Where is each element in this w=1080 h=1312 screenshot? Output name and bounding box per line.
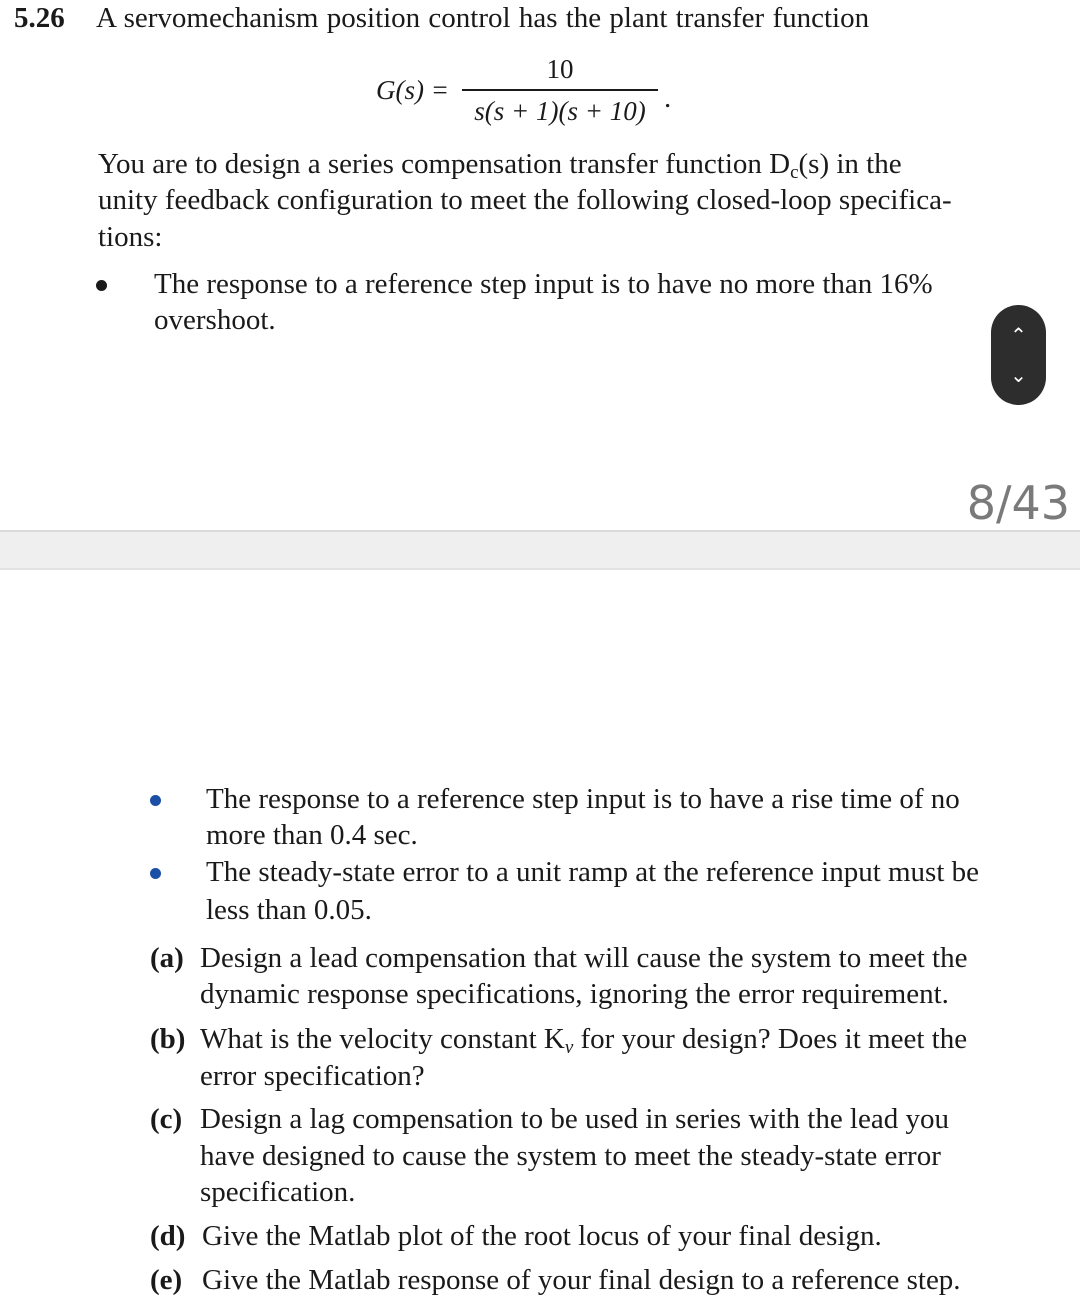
part-c-line-3: specification. [200,1176,356,1208]
part-b-line-1-sub: v [564,1037,574,1058]
bullet-icon [96,280,107,291]
part-c-label: (c) [150,1103,183,1135]
part-b-line-1-b: for your design? Does it meet the [573,1023,968,1055]
spec-3-line-1: The steady-state error to a unit ramp at the reference input must be [206,856,980,888]
paragraph-line-2: unity feedback configuration to meet the following closed-loop specifica- [98,184,952,216]
spec-2-line-2: more than 0.4 sec. [206,819,418,851]
formula-denominator: s(s + 1)(s + 10) [474,96,646,126]
formula-trailing-dot: . [664,82,672,114]
fraction-bar [462,89,658,91]
page-break-divider [0,530,1080,570]
part-b-line-2: error specification? [200,1060,425,1092]
paragraph-line-1 [98,146,902,182]
spec-2-line-1: The response to a reference step input is to have a rise time of no [206,783,960,815]
part-b-label: (b) [150,1023,186,1055]
bullet-icon [150,868,161,879]
paragraph-line-1-b: (s) in the [798,148,902,180]
page-scroller[interactable] [991,305,1046,405]
chevron-down-icon[interactable]: ⌄ [1010,363,1027,387]
part-e-line-1: Give the Matlab response of your final design to a reference step. [202,1264,961,1296]
page-indicator: 8/43 [966,476,1070,530]
part-b-line-1-a: What is the velocity constant K [200,1023,565,1055]
problem-intro: A servomechanism position control has the plant transfer function [96,2,870,34]
formula-lhs: G(s) = [376,75,449,105]
spec-3-line-2: less than 0.05. [206,894,372,926]
bullet-icon [150,795,161,806]
paragraph-line-1-a: You are to design a series compensation transfer function D [98,148,791,180]
part-c-line-1: Design a lag compensation to be used in series with the lead you [200,1103,949,1135]
part-b-line-1 [200,1021,967,1057]
formula-numerator: 10 [546,54,574,84]
paragraph-line-3: tions: [98,221,163,253]
part-d-label: (d) [150,1220,186,1252]
problem-number: 5.26 [14,2,65,34]
spec-1-line-2: overshoot. [154,304,276,336]
part-e-label: (e) [150,1264,183,1296]
part-a-label: (a) [150,942,184,974]
spec-1-line-1: The response to a reference step input is to have no more than 16% [154,268,933,300]
part-a-line-1: Design a lead compensation that will cause the system to meet the [200,942,968,974]
chevron-up-icon[interactable]: ⌃ [1010,323,1027,347]
paragraph-line-1-sub: c [790,162,799,183]
formula-fraction [462,52,658,127]
part-a-line-2: dynamic response specifications, ignoring the error requirement. [200,978,949,1010]
part-d-line-1: Give the Matlab plot of the root locus of your final design. [202,1220,882,1252]
part-c-line-2: have designed to cause the system to meet the steady-state error [200,1140,941,1172]
